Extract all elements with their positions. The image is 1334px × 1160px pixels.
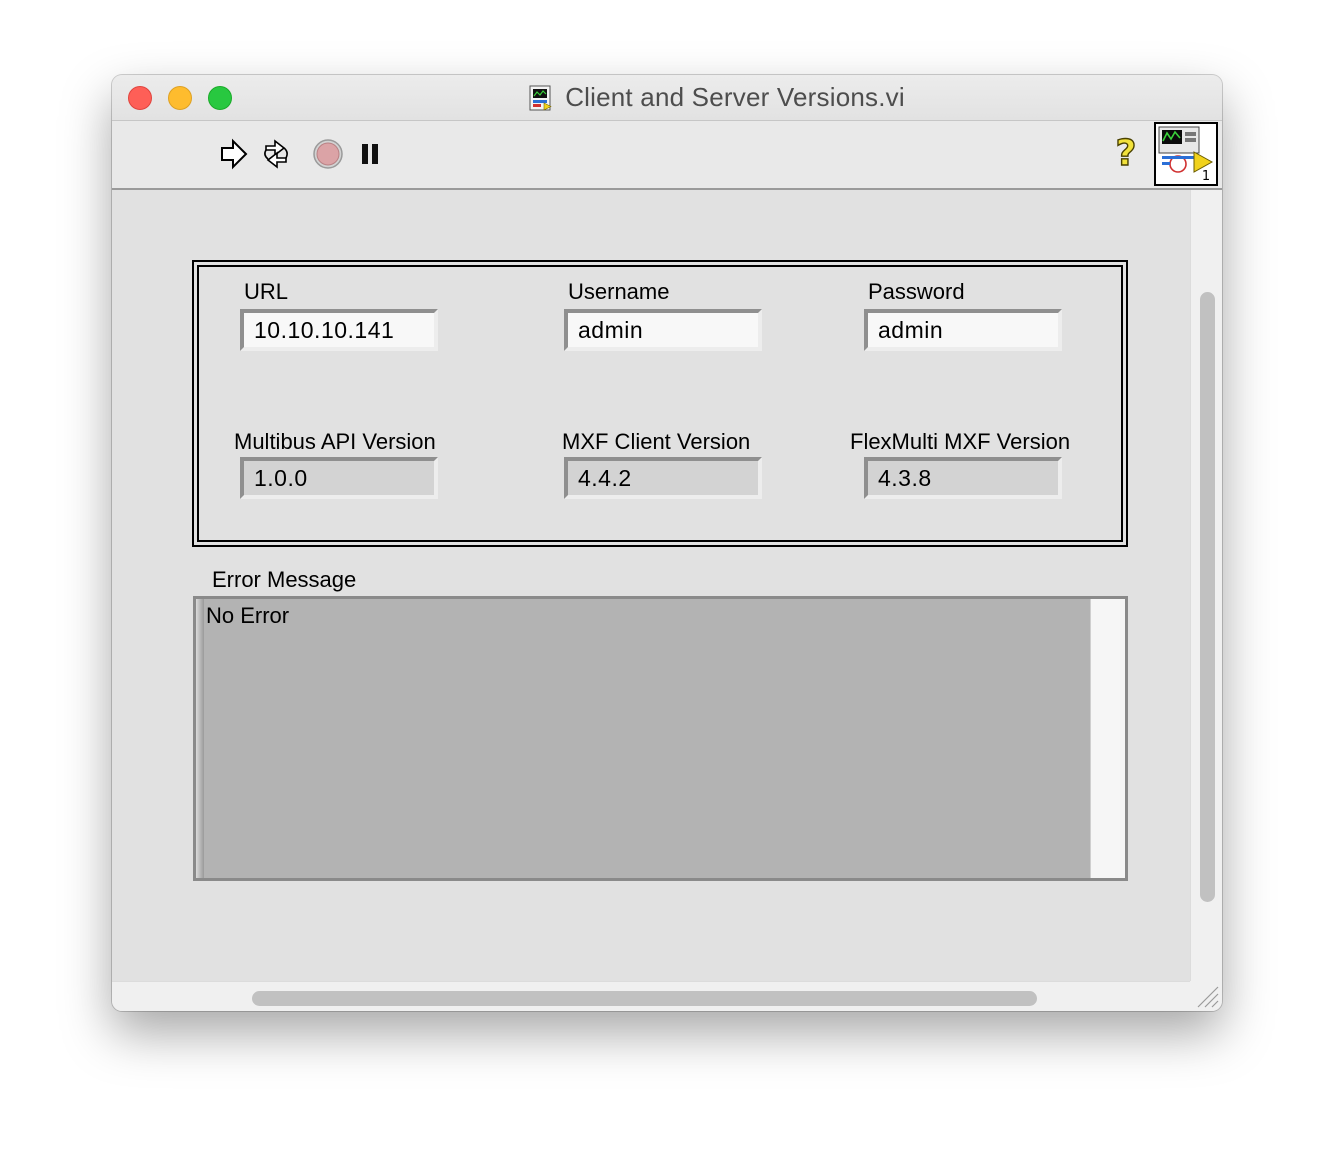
title-group <box>112 75 1222 120</box>
client-version-indicator: 4.4.2 <box>564 457 762 499</box>
error-message-scrollbar[interactable] <box>1090 599 1125 878</box>
abort-stop-icon[interactable] <box>312 137 344 171</box>
url-label: URL <box>244 279 289 304</box>
url-input[interactable]: 10.10.10.141 <box>240 309 438 351</box>
vi-window <box>112 75 1222 1011</box>
horizontal-scroll-thumb[interactable] <box>252 991 1037 1006</box>
resize-grip[interactable] <box>1190 981 1222 1011</box>
password-input[interactable]: admin <box>864 309 1062 351</box>
api-version-label: Multibus API Version <box>234 429 436 454</box>
pause-icon[interactable] <box>356 137 388 171</box>
password-label: Password <box>868 279 965 304</box>
flexmulti-version-label: FlexMulti MXF Version <box>850 429 1071 454</box>
connection-cluster <box>192 260 1128 547</box>
run-arrow-icon[interactable] <box>218 137 250 171</box>
vi-file-icon <box>529 85 553 111</box>
flexmulti-version-indicator: 4.3.8 <box>864 457 1062 499</box>
client-version-label: MXF Client Version <box>562 429 751 454</box>
vi-connector-icon[interactable] <box>1154 122 1218 186</box>
vertical-scrollbar[interactable] <box>1190 190 1222 981</box>
title-bar <box>112 75 1222 121</box>
error-message-text: No Error <box>206 603 290 628</box>
front-panel <box>112 190 1190 981</box>
error-box-edge <box>196 599 204 878</box>
api-version-indicator: 1.0.0 <box>240 457 438 499</box>
username-label: Username <box>568 279 670 304</box>
toolbar <box>112 121 1222 190</box>
window-title: Client and Server Versions.vi <box>565 82 905 112</box>
run-continuously-icon[interactable] <box>260 137 292 171</box>
vertical-scroll-thumb[interactable] <box>1200 292 1215 902</box>
cluster-inner-border <box>197 265 1123 542</box>
resize-grip-icon <box>1190 981 1222 1011</box>
username-input[interactable]: admin <box>564 309 762 351</box>
horizontal-scrollbar[interactable] <box>112 981 1190 1011</box>
svg-text:?: ? <box>1115 133 1137 173</box>
vi-icon-graphic <box>1156 124 1216 184</box>
error-message-indicator <box>193 596 1128 881</box>
vi-icon-number: 1 <box>1201 169 1211 184</box>
help-question-icon[interactable] <box>1110 133 1142 173</box>
error-message-label: Error Message <box>212 567 357 592</box>
